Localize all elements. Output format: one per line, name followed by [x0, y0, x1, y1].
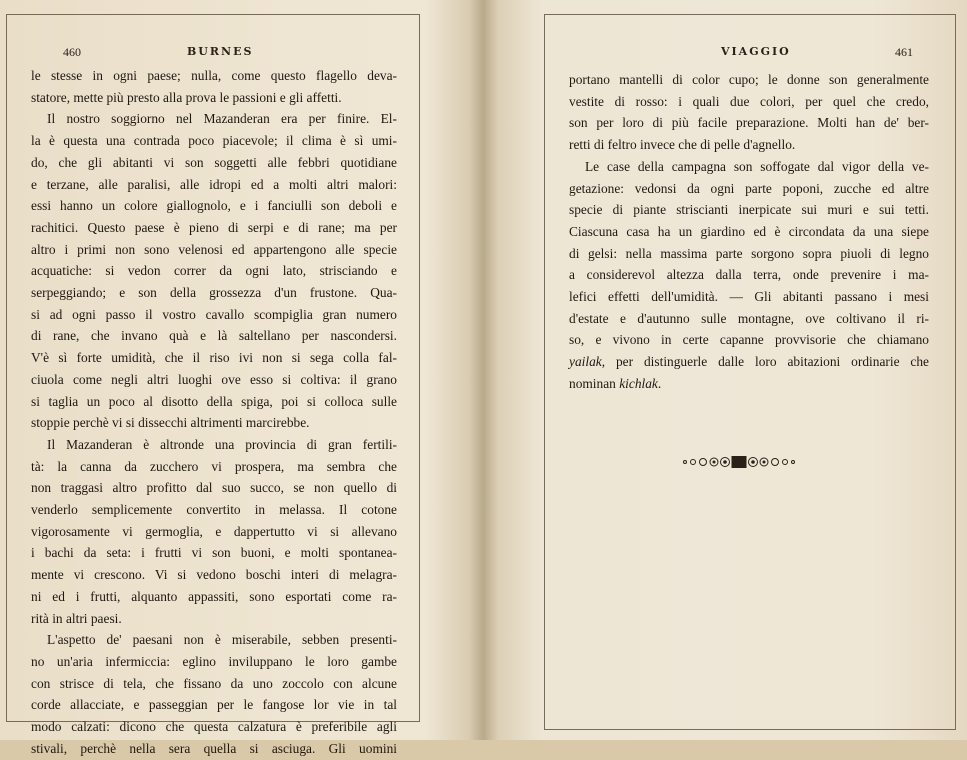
text-line: specie di piante striscianti inerpicate sui muri e sui tetti. [569, 202, 929, 218]
text-line: vestite di rosso: i quali due colori, per quel che credo, [569, 93, 929, 109]
right-page-header [545, 45, 955, 63]
text-line: V'è sì forte umidità, che il riso ivi non si sega colla fal- [31, 350, 397, 366]
italic-term: kichlak [619, 375, 658, 391]
text-line: e terzane, alle paralisi, alle idropi ed a molti altri malori: [31, 176, 397, 192]
italic-term: yailak [569, 354, 602, 370]
left-page-number: 460 [63, 45, 81, 59]
text-line: Il Mazanderan è altronde una provincia di gran fertili- [47, 436, 397, 452]
text-line: vigorosamente vi germoglia, e dappertutto vi si allevano [31, 523, 397, 539]
text-line: rachitici. Questo paese è pieno di serpi e di rane; ma per [31, 219, 397, 235]
text-line: so, e vivono in certe capanne provvisorie che chiamano [569, 332, 929, 348]
text-line: d'estate e d'autunno sulle montagne, ove coltivano il ri- [569, 310, 929, 326]
text-line: Le case della campagna son soffogate dal vigor della ve- [585, 158, 929, 174]
text-line: altro i primi non sono velenosi ed appartengono alle specie [31, 241, 397, 257]
text-line: tà: la canna da zucchero vi prospera, ma sembra che [31, 458, 397, 474]
text-line: Ciascuna casa ha un giardino ed è circondata da una siepe [569, 223, 929, 239]
left-page-text [31, 65, 397, 760]
text-line: si taglia un poco al disotto della spiga, poi si colloca sulle [31, 393, 397, 409]
text-line: di gelsi: nella massima parte sorgono sopra piuoli di legno [569, 245, 929, 261]
text-line: nominan kichlak. [569, 375, 662, 391]
text-line: getazione: vedonsi da ogni parte poponi, zucche ed altre [569, 180, 929, 196]
text-line: non traggasi altro profitto dal suo succo, se non quello di [31, 480, 397, 496]
text-line: stivali, perchè nella sera quella si asciuga. Gli uomini [31, 740, 397, 756]
text-line: di rane, che invano quà e là saltellano per nascondersi. [31, 328, 397, 344]
text-line: le stesse in ogni paese; nulla, come questo flagello deva- [31, 68, 397, 83]
ornament-icon [679, 455, 799, 469]
text-line: a considerevol altezza dalla terra, onde prevenire i ma- [569, 267, 929, 283]
right-page [544, 14, 956, 730]
text-line: portano mantelli di color cupo; le donne son generalmente [569, 72, 929, 87]
text-line: yailak, per distinguerle dalle loro abitazioni ordinarie che [569, 354, 929, 370]
text-line: acquatiche: si vedon correr da ogni lato, strisciando e [31, 263, 397, 279]
text-line: statore, mette più presto alla prova le passioni e gli affetti. [31, 89, 342, 105]
left-page-header [7, 45, 419, 63]
text-line: corde allacciate, e passeggian per le fangose lor vie in tal [31, 697, 397, 713]
tailpiece-ornament [679, 455, 799, 469]
right-page-number: 461 [895, 45, 913, 59]
text-line: ciuola come negli altri luoghi ove esso si coltiva: il grano [31, 371, 397, 387]
text-line: lefici effetti dell'umidità. — Gli abitanti passano i mesi [569, 289, 929, 305]
text-line: serpeggiando; e son della grossezza d'un frustone. Qua- [31, 285, 397, 301]
text-line: i bachi da seta: i frutti vi son buoni, e molti spontanea- [31, 545, 397, 561]
text-line: son per loro di più facile preparazione. Molti han de' ber- [569, 115, 929, 131]
text-line: essi hanno un colore giallognolo, e i fanciulli son deboli e [31, 198, 397, 214]
left-page [6, 14, 420, 756]
text-line: ni ed i frutti, alquanto appassiti, sono esportati come ra- [31, 588, 397, 604]
text-line: la è questa una contrada poco piacevole; il clima è sì umi- [31, 133, 397, 149]
left-running-title: BURNES [187, 45, 254, 58]
text-line: si ad ogni passo il vostro cavallo scompiglia gran numero [31, 306, 397, 322]
text-line: modo calzati: dicono che questa calzatura è preferibile agli [31, 719, 397, 735]
text-line: venderlo semplicemente convertito in melassa. Il cotone [31, 502, 397, 518]
text-line: retti di feltro invece che di pelle d'agnello. [569, 137, 796, 153]
right-page-text [569, 69, 929, 395]
text-line: L'aspetto de' paesani non è miserabile, sebben presenti- [47, 632, 397, 648]
text-line: Il nostro soggiorno nel Mazanderan era per finire. El- [47, 111, 397, 127]
text-line: no un'aria infermiccia: eglino inviluppano le loro gambe [31, 653, 397, 669]
text-line: rità in altri paesi. [31, 610, 122, 626]
text-line: mente vi crescono. Vi si vedono boschi interi di melagra- [31, 567, 397, 583]
right-running-title: VIAGGIO [721, 45, 791, 58]
text-line: stoppie perchè vi si dissecchi altrimenti marcirebbe. [31, 415, 310, 431]
text-line: con strisce di tela, che fissano da uno zoccolo con alcune [31, 675, 397, 691]
text-line: do, che gli abitanti vi son soggetti alle febbri quotidiane [31, 154, 397, 170]
